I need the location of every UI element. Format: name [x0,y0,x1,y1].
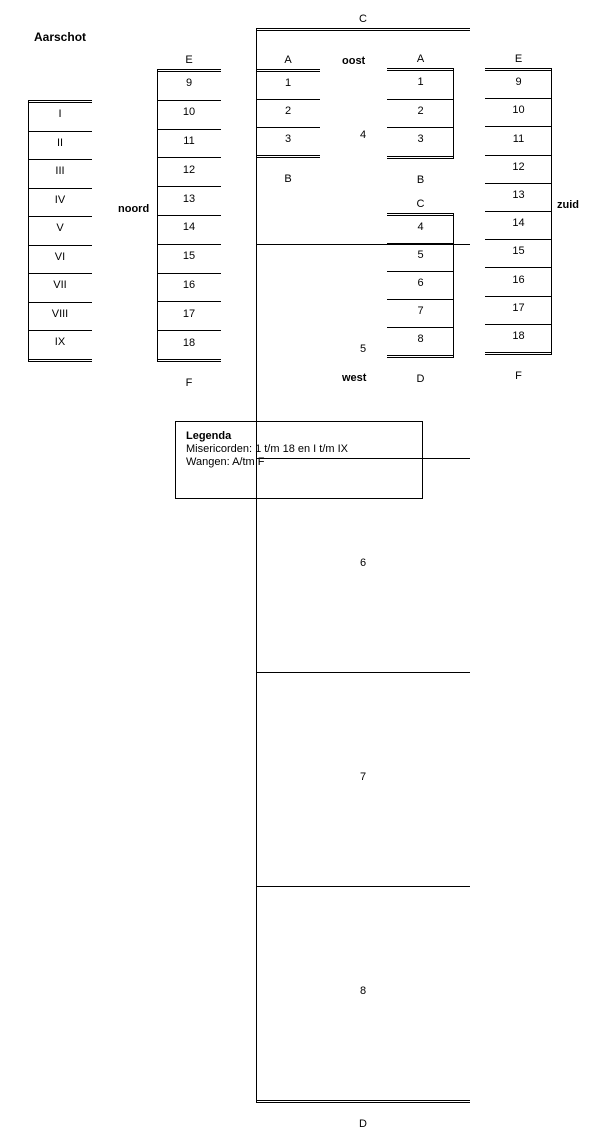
seat-divider [28,245,92,246]
wang-label-col5-top: E [514,53,523,65]
seat-divider [157,301,221,302]
seat-divider [485,267,552,268]
seat-col5-1: 10 [512,104,525,117]
wang-label-col3_lower-bottom: D [359,1118,367,1130]
seat-col3_upper-1: 2 [284,105,292,117]
wang-label-col4_upper-bottom: B [416,173,425,186]
wang-label-col3_upper-top: A [284,54,292,66]
seat-col5-7: 16 [512,273,525,286]
page-title: Aarschot [34,30,87,44]
seat-col2-2: 11 [183,135,195,147]
col3_lower-top-line [256,28,470,29]
seat-col3_lower-4: 8 [359,985,367,997]
seat-col3_lower-2: 6 [359,557,367,569]
seat-col3_upper-0: 1 [284,77,292,89]
seat-divider [387,299,454,300]
roman-top-line [28,102,92,103]
seat-divider [485,324,552,325]
seat-divider [256,99,320,100]
seat-divider [387,127,454,128]
col4_lower-top-line [387,213,454,214]
seat-col2-4: 13 [182,192,196,205]
seat-divider [485,183,552,184]
col3_lower-bottom-line [256,1102,470,1103]
seat-col2-6: 15 [182,250,196,263]
col3_upper-top-line [256,69,320,70]
seat-col2-3: 12 [182,163,196,176]
seat-divider [387,243,454,244]
seat-col5-4: 13 [512,188,525,201]
seat-divider [28,359,92,360]
legend-title: Legenda [186,430,232,442]
col4_upper-bottom-line [387,158,454,159]
seat-divider [256,155,320,156]
direction-east: oost [342,55,366,67]
col5-bottom-line [485,354,552,355]
seat-col5-2: 11 [512,132,525,145]
seat-divider [387,355,454,356]
seat-divider [28,216,92,217]
seat-col4_lower-1: 5 [417,249,424,261]
seat-col5-8: 17 [512,301,525,314]
legend-misericorden: Misericorden: 1 t/m 18 en I t/m IX [186,443,349,455]
seat-divider [256,1100,470,1101]
seat-col3_lower-0: 4 [359,129,367,141]
seat-divider [28,188,92,189]
seat-divider [157,129,221,130]
col4_upper-top-line [387,68,454,69]
seat-divider [485,352,552,353]
seat-divider [28,330,92,331]
seat-col4_lower-4: 8 [417,333,424,345]
seat-col2-7: 16 [182,279,196,291]
col4_lower-bottom-line [387,357,454,358]
seat-divider [157,215,221,216]
col2-top-line [157,71,221,72]
seat-col5-6: 15 [512,245,525,258]
legend-box [175,421,423,499]
seat-col4_lower-0: 4 [417,221,424,233]
seat-col4_upper-2: 3 [417,133,424,146]
seat-roman-5: VI [54,250,66,263]
col3_lower-top-line [256,30,470,31]
wang-label-col3_upper-bottom: B [284,173,292,185]
col4_lower-top-line [387,215,454,216]
seat-divider [157,100,221,101]
seat-divider [485,296,552,297]
seat-divider [387,271,454,272]
seat-col5-0: 9 [515,76,522,89]
seat-col3_upper-2: 3 [284,133,292,145]
seat-divider [256,672,470,673]
wang-label-col2-bottom: F [185,377,193,389]
wang-label-col5-bottom: F [515,370,522,382]
seat-divider [28,302,92,303]
seat-divider [485,211,552,212]
legend-wangen: Wangen: A/tm F [186,456,265,468]
col2-bottom-line [157,361,221,362]
seat-divider [485,126,552,127]
wang-label-col4_upper-top: A [416,53,425,65]
seat-col2-5: 14 [182,221,196,234]
col4_upper-top-line [387,70,454,71]
seat-col2-9: 18 [182,336,196,349]
seat-roman-6: VII [53,279,67,292]
wang-label-col3_lower-top: C [359,13,367,25]
seat-divider [256,244,470,245]
seat-col4_lower-3: 7 [417,305,424,317]
seat-col5-5: 14 [512,217,525,230]
seat-divider [387,327,454,328]
col3_upper-top-line [256,71,320,72]
seat-divider [256,127,320,128]
seat-col2-0: 9 [185,77,193,90]
seat-col4_lower-2: 6 [417,277,424,289]
wang-label-col4_lower-bottom: D [416,373,425,385]
seat-col2-8: 17 [182,307,196,320]
roman-top-line [28,100,92,101]
seat-col4_upper-0: 1 [417,76,424,89]
seat-col5-3: 12 [512,160,525,173]
seat-roman-8: IX [54,336,66,349]
seat-roman-7: VIII [51,307,69,320]
seat-divider [157,157,221,158]
wang-label-col4_lower-top: C [416,198,425,210]
col5-top-line [485,70,552,71]
roman-bottom-line [28,361,92,362]
seat-divider [157,359,221,360]
seat-divider [256,886,470,887]
col2-top-line [157,69,221,70]
col5-top-line [485,68,552,69]
seat-col3_lower-1: 5 [359,343,367,355]
seat-roman-2: III [55,165,65,178]
seat-divider [485,98,552,99]
seat-roman-3: IV [54,193,66,206]
seat-col5-9: 18 [512,329,525,342]
seat-divider [157,186,221,187]
wang-label-col2-top: E [185,54,193,66]
seat-divider [157,330,221,331]
seat-divider [28,273,92,274]
seat-roman-4: V [56,222,64,235]
seat-col3_lower-3: 7 [359,771,367,783]
seat-col2-1: 10 [182,106,196,119]
col3_upper-bottom-line [256,157,320,158]
seat-divider [387,156,454,157]
direction-south: zuid [557,199,579,211]
seat-col4_upper-1: 2 [417,104,424,117]
seat-divider [157,273,221,274]
direction-west: west [342,372,367,384]
seat-divider [485,155,552,156]
seat-divider [485,239,552,240]
seat-divider [387,99,454,100]
seat-divider [28,131,92,132]
seat-divider [28,159,92,160]
seat-divider [157,244,221,245]
direction-north: noord [118,203,150,215]
seat-roman-1: II [56,136,64,149]
seat-roman-0: I [58,108,62,121]
